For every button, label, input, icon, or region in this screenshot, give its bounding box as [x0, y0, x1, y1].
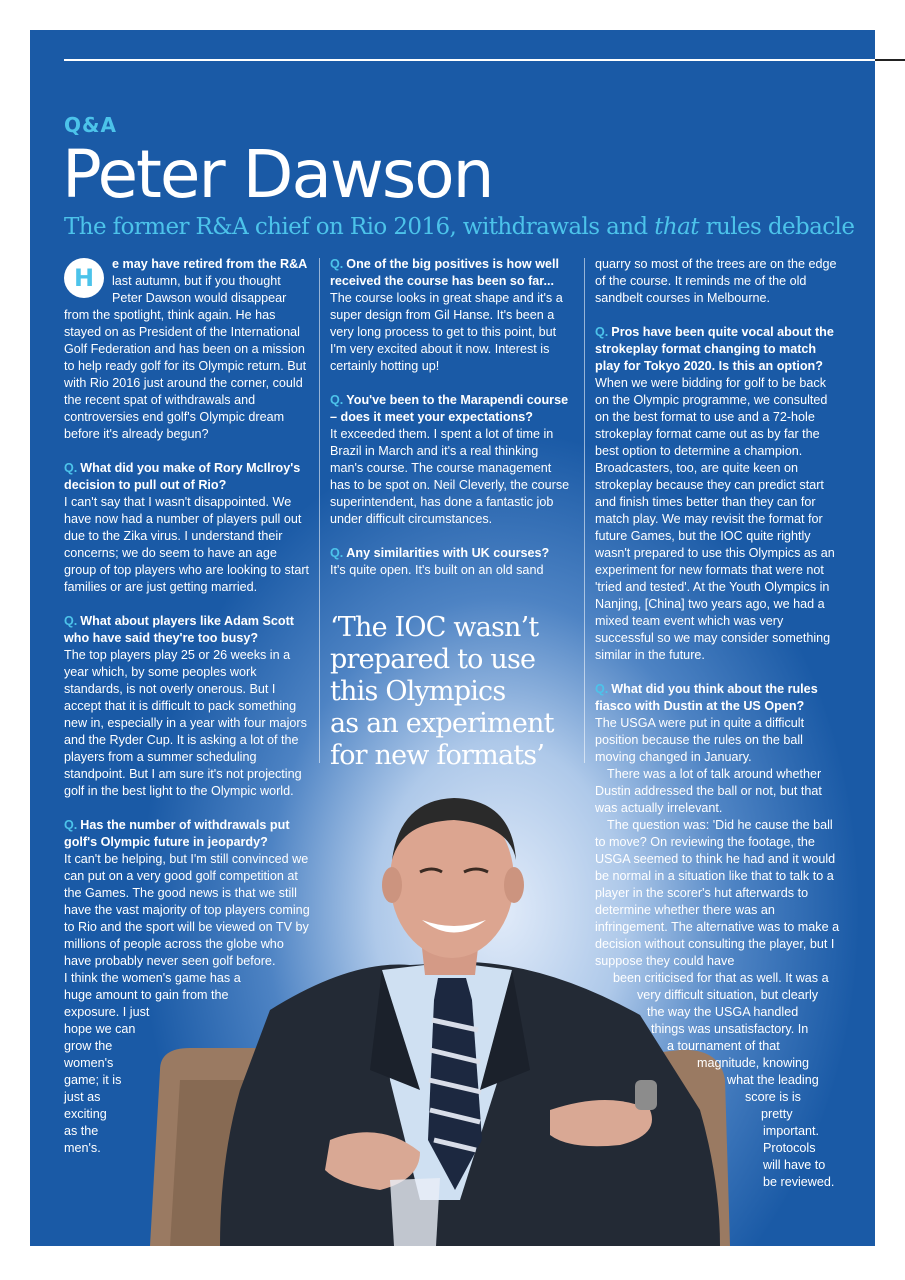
column-divider	[584, 258, 585, 763]
question-1: Q. What did you make of Rory McIlroy's decision to pull out of Rio?	[64, 461, 301, 492]
answer-7: When we were bidding for golf to be back on the Olympic programme, we consulted on the best format to use and a 72-hole strokeplay format came out as by far the best option to determine a champion. Broadcasters, too, are quite keen on strokeplay because they can predict start and finish times better than they can for match play. We may revisit the format for future Games, but the IOC quite rightly wasn't prepared to use this Olympics as an experiment for new formats that were not 'tried and tested'. At the Youth Olympics in Nanjing, [China] two years ago, we had a mixed team event which was very successful so we may consider something similar in the future.	[595, 376, 835, 662]
top-rule	[64, 59, 905, 61]
q-marker: Q.	[330, 393, 344, 407]
answer-8: The USGA were put in quite a difficult position because the rules on the ball moving changed in January.	[595, 716, 805, 764]
question-5: Q. You've been to the Marapendi course – does it meet your expectations?	[330, 393, 569, 424]
pull-quote-line: this Olympics	[330, 676, 506, 707]
section-label: Q&A	[64, 113, 117, 137]
intro-paragraph	[64, 256, 310, 443]
pull-quote-line: ‘The IOC wasn’t	[330, 612, 539, 643]
question-7: Q. Pros have been quite vocal about the strokeplay format changing to match play for Tokyo 2020. Is this an option?	[595, 325, 834, 373]
pull-quote-line: as an experiment	[330, 708, 554, 739]
q-marker: Q.	[64, 614, 78, 628]
q-marker: Q.	[64, 818, 78, 832]
answer-2: The top players play 25 or 26 weeks in a year which, by some peoples work standards, is not overly onerous. But I accept that it is difficult to pack something new in, especially in a year with four majors and the Ryder Cup. It is asking a lot of the players from a summer scheduling standpoint. But I am sure it's not projecting golf in the best light to the Olympic world.	[64, 648, 307, 798]
q-marker: Q.	[595, 682, 609, 696]
q-marker: Q.	[64, 461, 78, 475]
answer-8-para-2: There was a lot of talk around whether Dustin addressed the ball or not, but that was actually irrelevant.	[595, 767, 822, 815]
answer-3: It can't be helping, but I'm still convinced we can put on a very good golf competition at the Games. The good news is that we still have the vast majority of top players coming to Rio and the sport will be viewed on TV by millions of people across the globe who have probably never seen golf before.	[64, 852, 310, 968]
q-marker: Q.	[330, 257, 344, 271]
pull-quote-line: prepared to use	[330, 644, 536, 675]
column-divider	[319, 258, 320, 763]
answer-6: It's quite open. It's built on an old sand	[330, 563, 544, 577]
q-marker: Q.	[595, 325, 609, 339]
column-2	[330, 256, 570, 579]
page-title: Peter Dawson	[62, 136, 493, 213]
answer-4: The course looks in great shape and it's a super design from Gil Hanse. It's been a very long process to get to this point, but I'm very excited about it now. Interest is certainly hotting up!	[330, 291, 563, 373]
standfirst: The former R&A chief on Rio 2016, withdrawals and that rules debacle	[64, 214, 855, 240]
column-1	[64, 256, 310, 1157]
question-6: Q. Any similarities with UK courses?	[330, 546, 550, 560]
question-2: Q. What about players like Adam Scott who have said they're too busy?	[64, 614, 294, 645]
q-marker: Q.	[330, 546, 344, 560]
answer-8-tail: been criticised for that as well. It was a very difficult situation, but clearly the way the USGA handled things was unsatisfactory. In a tournament of that magnitude, knowing what the leading score is is pretty important. Protocols will have to be reviewed.	[613, 971, 835, 1189]
intro-body: last autumn, but if you thought Peter Dawson would disappear from the spotlight, think again. He has stayed on as President of the International Golf Federation and has been on a mission to help ready golf for its Olympic return. But with Rio 2016 just around the corner, could the recent spat of withdrawals and controversies end golf's Olympic dream before it's already begun?	[64, 274, 307, 441]
answer-3-tail: I think the women's game has a huge amount to gain from the exposure. I just hope we can grow the women's game; it is just as exciting as the men's.	[64, 971, 241, 1155]
pull-quote-line: for new formats’	[330, 740, 545, 771]
answer-8-para-3: The question was: 'Did he cause the ball to move? On reviewing the footage, the USGA seemed to think he had and it would be normal in a situation like that to talk to a player in the scorer's hut afterwards to determine whether there was an infringement. The alternative was to make a decision without consulting the player, but I suppose they could have	[595, 818, 840, 968]
top-rule-edge	[875, 59, 905, 61]
question-4: Q. One of the big positives is how well received the course has been so far...	[330, 257, 560, 288]
answer-5: It exceeded them. I spent a lot of time in Brazil in March and it's a real thinking man's course. The course management has to be spot on. Neil Cleverly, the course superintendent, has done a fantastic job under difficult circumstances.	[330, 427, 570, 526]
question-3: Q. Has the number of withdrawals put golf's Olympic future in jeopardy?	[64, 818, 290, 849]
drop-cap: H	[64, 258, 104, 298]
answer-6-continued: quarry so most of the trees are on the edge of the course. It reminds me of the old sandbelt courses in Melbourne.	[595, 257, 837, 305]
pull-quote	[330, 612, 580, 772]
question-8: Q. What did you think about the rules fiasco with Dustin at the US Open?	[595, 682, 818, 713]
column-3	[595, 256, 840, 1191]
answer-1: I can't say that I wasn't disappointed. We have now had a number of players pull out due to the Zika virus. I understand their concerns; we do seem to have an age group of top players who are looking to start families or are just getting married.	[64, 495, 310, 594]
intro-lead: e may have retired from the R&A	[112, 257, 308, 271]
